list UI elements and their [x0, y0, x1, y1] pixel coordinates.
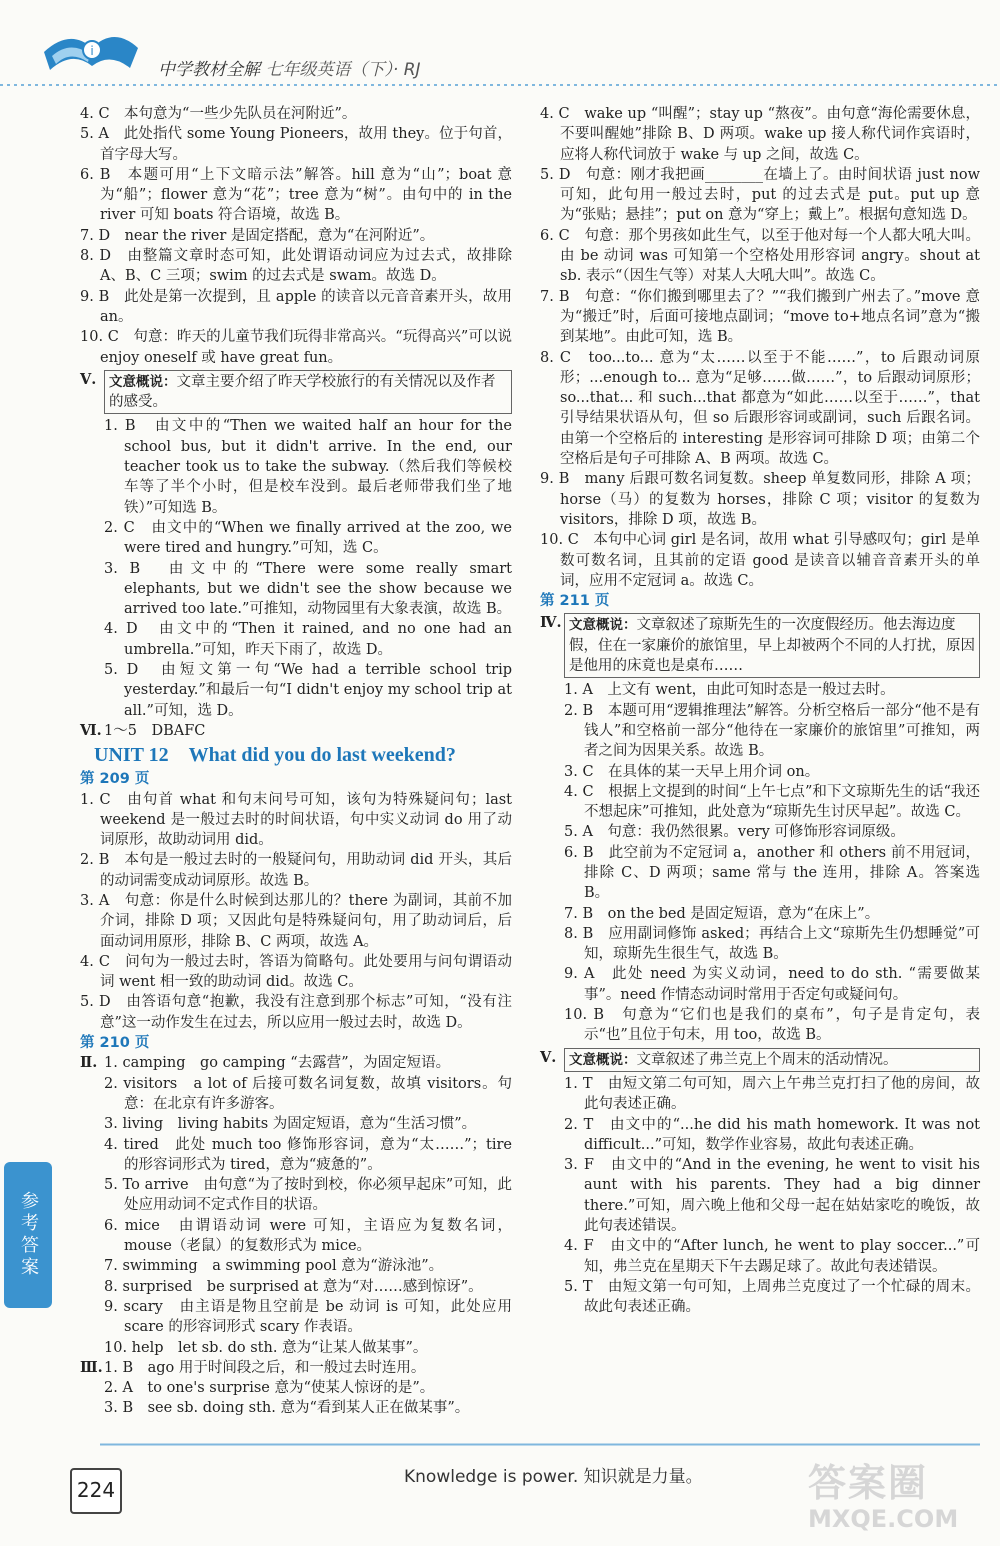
answer-item: 7. D near the river 是固定搭配，意为“在河附近”。 — [80, 227, 435, 244]
answer-item: 8. C too...to... 意为“太……以至于不能……”，to 后跟动词原形；...enough to... 意为“足够……做……”，to 后跟动词原形；so...that... 和 such...that 都意为“如此……以至于……”，that 引导结果状语从句，但 so 后跟形容词或副词，such 后跟名词。由第一个空格后的 interesting 是形容词可排除 D 项；由第二个空格后是句子可排除 A、B 两项。故选 C。 — [540, 349, 980, 468]
answer-item: 10. help let sb. do sth. 意为“让某人做某事”。 — [104, 1339, 428, 1356]
answer-item: 1. T 由短文第二句可知，周六上午弗兰克打扫了他的房间，故此句表述正确。 — [564, 1075, 980, 1113]
answer-item: 3. B 由文中的“There were some really smart elephants, but we didn't see the show because we arrived too late.”可推知，动物园里有大象表演，故选 B。 — [104, 560, 512, 618]
answer-item: 5. T 由短文第一句可知，上周弗兰克度过了一个忙碌的周末。故此句表述正确。 — [564, 1278, 980, 1316]
page-header — [0, 0, 1000, 92]
answer-item: 7. swimming a swimming pool 意为“游泳池”。 — [104, 1258, 444, 1275]
answer-item: 2. B 本题可用“逻辑推理法”解答。分析空格后一部分“他不是有钱人”和空格前一部分“他待在一家廉价的旅馆里”可推知，两者之间为因果关系。故选 B。 — [564, 702, 980, 760]
svg-text:i: i — [90, 44, 94, 58]
summary-label: 文意概说： — [109, 373, 177, 390]
section-5 — [80, 370, 512, 721]
watermark-url: MXQE.COM — [808, 1505, 959, 1533]
answer-item: 3. F 由文中的“And in the evening, he went to visit his aunt with his parents. They had a big dinner there.”可知，周六晚上他和父母一起在姑姑家吃的晚饭，故此句表述错误。 — [564, 1157, 980, 1235]
book-title — [158, 55, 421, 80]
section-5-label: Ⅴ. — [540, 1048, 557, 1066]
watermark-logo: 答案圈 — [808, 1461, 929, 1505]
answer-item: 1. A 上文有 went，由此可知时态是一般过去时。 — [564, 682, 895, 699]
answer-item: 6. B 此空前为不定冠词 a，another 和 others 前不用冠词，排除 C、D 两项；same 常与 the 连用，排除 A。答案选 B。 — [564, 844, 980, 902]
summary-box — [104, 370, 512, 415]
answer-item: 3. B see sb. doing sth. 意为“看到某人正在做某事”。 — [104, 1400, 470, 1417]
answer-item: 4. C 根据上文提到的时间“上午七点”和下文琼斯先生的话“我还不想起床”可推知，此处意为“琼斯先生讨厌早起”。故选 C。 — [564, 783, 980, 821]
answer-item: 8. B 应用副词修饰 asked；再结合上文“琼斯先生仍想睡觉”可知，琼斯先生很生气，故选 B。 — [564, 925, 980, 963]
left-column — [80, 104, 512, 1419]
section-1 — [80, 790, 512, 1034]
answer-item: 4. D 由文中的“Then it rained, and no one had an umbrella.”可知，昨天下雨了，故选 D。 — [104, 621, 512, 658]
answer-item: 4. C wake up “叫醒”；stay up “熬夜”。由句意“海伦需要休息，不要叫醒她”排除 B、D 两项。wake up 接人称代词作宾语时，应将人称代词放于 wake 与 up 之间，故选 C。 — [540, 106, 980, 163]
answer-item: 3. living living habits 为固定短语，意为“生活习惯”。 — [104, 1116, 477, 1133]
summary-label: 文意概说： — [569, 617, 637, 634]
answer-item: 7. B on the bed 是固定短语，意为“在床上”。 — [564, 905, 880, 922]
answer-item: 5. A 此处指代 some Young Pioneers，故用 they。位于句首，首字母大写。 — [80, 126, 512, 163]
answer-item: 1. camping go camping “去露营”，为固定短语。 — [104, 1055, 451, 1072]
answer-item: 10. C 句意：昨天的儿童节我们玩得非常高兴。“玩得高兴”可以说 enjoy oneself 或 have great fun。 — [80, 329, 512, 366]
answer-item: 5. To arrive 由句意“为了按时到校，你必须早起床”可知，此处应用动词不定式作目的状语。 — [104, 1177, 512, 1214]
summary-box — [564, 1048, 980, 1072]
page-heading-211: 第 211 页 — [540, 593, 610, 610]
footer-divider — [100, 1443, 980, 1446]
section-2-label: Ⅱ. — [80, 1054, 98, 1072]
section-6 — [80, 721, 512, 741]
header-title: 中学教材全解 — [158, 60, 260, 80]
answer-item: 6. C 句意：那个男孩如此生气，以至于他对每一个人都大吼大叫。由 be 动词 was 可知第一个空格处用形容词 angry。shout at sb. 表示“（因生气等）对某人大吼大叫”。故选 C。 — [540, 227, 980, 285]
section-4-label: Ⅳ. — [540, 614, 562, 632]
answer-item: 4. C 问句为一般过去时，答语为简略句。此处要用与问句谓语动词 went 相一致的助动词 did。故选 C。 — [80, 953, 512, 991]
answer-item: 1. B 由文中的“Then we waited half an hour for the school bus, but it didn't arrive. In the end, our teacher took us to take the subway.（然后我们等候校车等了半个小时，但是校车没到。最后老师带我们坐了地铁）”可知选 B。 — [104, 418, 512, 516]
header-divider — [0, 83, 1000, 87]
answer-item: 5. D 由短文第一句“We had a terrible school trip yesterday.”和最后一句“I didn't enjoy my school trip at all.”可知，选 D。 — [104, 662, 512, 719]
footer-motto: Knowledge is power. 知识就是力量。 — [404, 1467, 703, 1487]
right-column — [540, 104, 980, 1318]
answer-item: 2. B 本句是一般过去时的一般疑问句，用助动词 did 开头，其后的动词需变成动词原形。故选 B。 — [80, 852, 512, 889]
section-6-answers: 1～5 DBAFC — [104, 722, 206, 739]
answer-item: 9. B many 后跟可数名词复数。sheep 单复数同形，排除 A 项；horse（马）的复数为 horses，排除 C 项；visitor 的复数为 visitors，排除 D 项，故选 B。 — [540, 471, 980, 528]
page-number: 224 — [70, 1468, 122, 1514]
unit-title: UNIT 12 What did you do last weekend? — [94, 744, 456, 767]
page-heading-209: 第 209 页 — [80, 771, 150, 788]
answer-item: 7. B 句意：“你们搬到哪里去了？”“我们搬到广州去了。”move 意为“搬迁”时，后面可接地点副词；“move to+地点名词”意为“搬到某地”。由此可知，选 B。 — [540, 288, 980, 346]
section-3-tail — [80, 104, 512, 368]
header-subtitle: 七年级英语（下）· RJ — [265, 60, 421, 80]
answer-item: 2. T 由文中的“...he did his math homework. It was not difficult...”可知，数学作业容易，故此句表述正确。 — [564, 1116, 980, 1153]
section-5-right — [540, 1048, 980, 1318]
answer-item: 2. visitors a lot of 后接可数名词复数，故填 visitors。句意：在北京有许多游客。 — [104, 1075, 512, 1112]
page-heading-210: 第 210 页 — [80, 1035, 150, 1052]
answer-item: 9. A 此处 need 为实义动词，need to do sth. “需要做某事”。need 作情态动词时常用于否定句或疑问句。 — [564, 966, 980, 1003]
book-logo-icon — [40, 22, 140, 82]
answer-item: 6. mice 由谓语动词 were 可知，主语应为复数名词，mouse（老鼠）的复数形式为 mice。 — [104, 1217, 512, 1255]
answer-item: 4. tired 此处 much too 修饰形容词，意为“太……”；tire 的形容词形式为 tired，意为“疲惫的”。 — [104, 1136, 512, 1173]
answer-item: 8. surprised be surprised at 意为“对……感到惊讶”。 — [104, 1278, 483, 1295]
section-5-label: Ⅴ. — [80, 370, 97, 388]
section-2 — [80, 1053, 512, 1357]
answer-item: 1. B ago 用于时间段之后，和一般过去时连用。 — [104, 1359, 426, 1376]
answer-item: 3. C 在具体的某一天早上用介词 on。 — [564, 763, 820, 780]
answer-item: 5. A 句意：我仍然很累。very 可修饰形容词原级。 — [564, 824, 905, 841]
answer-item: 4. C 本句意为“一些少先队员在河附近”。 — [80, 106, 357, 122]
summary-label: 文意概说： — [569, 1051, 637, 1068]
summary-text: 文章叙述了琼斯先生的一次度假经历。他去海边度假，住在一家廉价的旅馆里，早上却被两个不同的人打扰，原因是他用的床竟也是桌布…… — [569, 617, 975, 675]
summary-text: 文章主要介绍了昨天学校旅行的有关情况以及作者的感受。 — [109, 373, 496, 411]
section-3 — [80, 1358, 512, 1419]
section-3-label: Ⅲ. — [80, 1358, 103, 1376]
answer-item: 3. A 句意：你是什么时候到达那儿的？there 为副词，其前不加介词，排除 D 项；又因此句是特殊疑问句，用了助动词后，后面动词用原形，排除 B、C 两项，故选 A。 — [80, 892, 512, 950]
section-4 — [540, 613, 980, 1045]
summary-text: 文章叙述了弗兰克上个周末的活动情况。 — [636, 1051, 898, 1068]
answer-item: 5. D 由答语句意“抱歉，我没有注意到那个标志”可知，“没有注意”这一动作发生在过去，所以应用一般过去时，故选 D。 — [80, 994, 512, 1031]
answer-item: 9. B 此处是第一次提到，且 apple 的读音以元音音素开头，故用 an。 — [80, 288, 512, 325]
answer-item: 10. C 本句中心词 girl 是名词，故用 what 引导感叹句；girl 是单数可数名词，且其前的定语 good 是读音以辅音音素开头的单词，应用不定冠词 a。故选 C。 — [540, 532, 980, 589]
section-6-label: Ⅵ. — [80, 721, 102, 739]
answer-item: 2. C 由文中的“When we finally arrived at the zoo, we were tired and hungry.”可知，选 C。 — [104, 519, 512, 557]
side-tab: 参考答案 — [4, 1162, 52, 1308]
answer-item: 8. D 由整篇文章时态可知，此处谓语动词应为过去式，故排除 A、B、C 三项；swim 的过去式是 swam。故选 D。 — [80, 248, 512, 285]
answer-item: 9. scary 由主语是物且空前是 be 动词 is 可知，此处应用 scare 的形容词形式 scary 作表语。 — [104, 1298, 512, 1336]
answer-item: 6. B 本题可用“上下文暗示法”解答。hill 意为“山”；boat 意为“船”；flower 意为“花”；tree 意为“树”。由句中的 in the river 可知 boats 符合语境，故选 B。 — [80, 166, 512, 224]
answer-item: 5. D 句意：刚才我把画________在墙上了。由时间状语 just now 可知，此句用一般过去时，put 的过去式是 put。put up 意为“张贴；悬挂”；put on 意为“穿上；戴上”。根据句意知选 D。 — [540, 166, 980, 224]
answer-item: 10. B 句意为“它们也是我们的桌布”，句子是肯定句，表示“也”且位于句末，用 too，故选 B。 — [564, 1007, 980, 1044]
summary-box — [564, 613, 980, 678]
answer-item: 2. A to one's surprise 意为“使某人惊讶的是”。 — [104, 1380, 435, 1397]
section-3-continued — [540, 104, 980, 591]
answer-item: 1. C 由句首 what 和句末问号可知，该句为特殊疑问句；last weekend 是一般过去时的时间状语，句中实义动词 do 用了动词原形，故助动词用 did。 — [80, 791, 512, 849]
answer-item: 4. F 由文中的“After lunch, he went to play soccer...”可知，弗兰克在星期天下午去踢足球了。故此句表述错误。 — [564, 1238, 980, 1275]
